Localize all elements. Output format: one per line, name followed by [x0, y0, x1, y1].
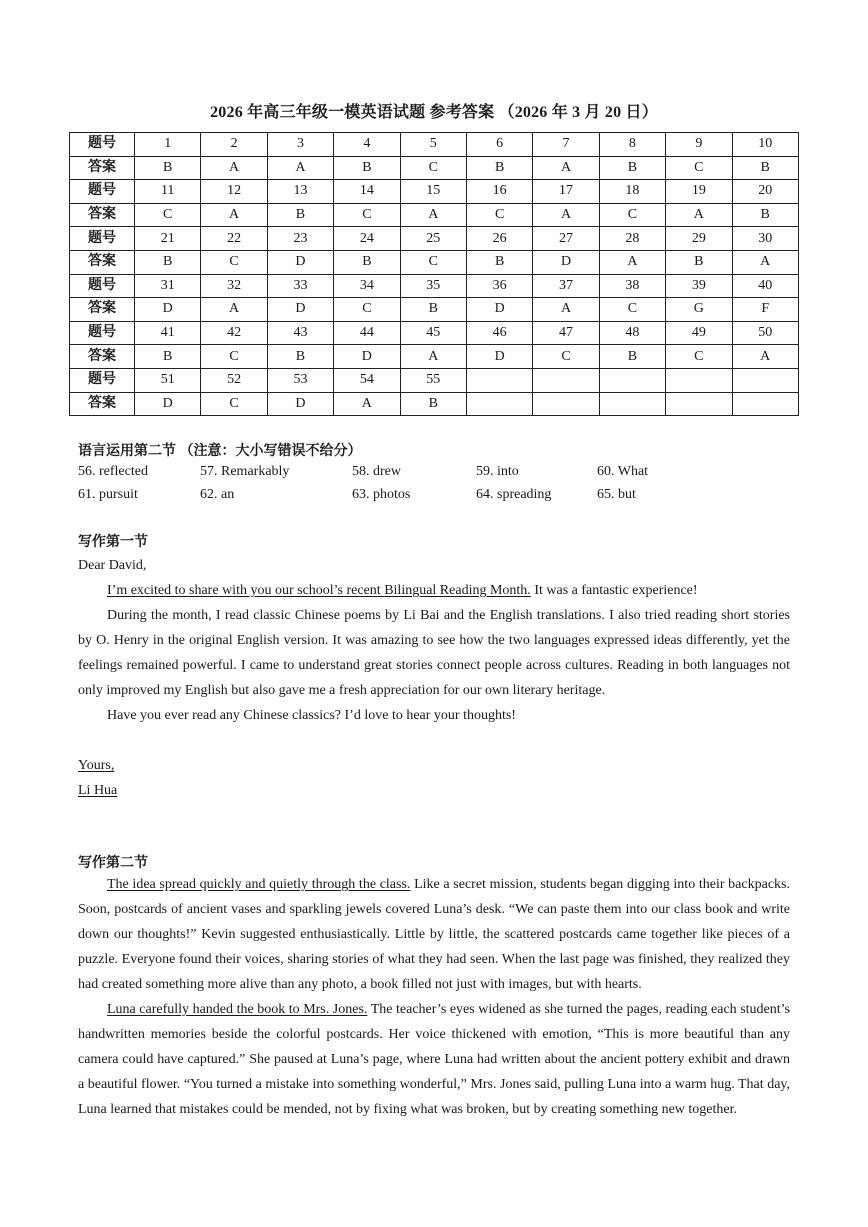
question-number-cell: 24 — [334, 227, 400, 251]
answer-cell: A — [267, 156, 333, 180]
question-number-cell: 49 — [666, 321, 732, 345]
question-header-cell: 题号 — [70, 133, 135, 157]
closing-text: Yours, — [78, 758, 115, 773]
writing1-letter — [78, 553, 790, 803]
answer-cell: D — [267, 250, 333, 274]
blank-answer: 64. spreading — [476, 487, 552, 502]
question-number-cell: 18 — [599, 180, 665, 204]
answer-cell: C — [400, 156, 466, 180]
answer-cell — [599, 392, 665, 416]
question-number-cell: 6 — [466, 133, 532, 157]
salutation: Dear David, — [78, 558, 147, 573]
page-title: 2026 年高三年级一模英语试题 参考答案 （2026 年 3 月 20 日） — [210, 104, 658, 121]
answer-row — [70, 250, 799, 274]
blank-answer: 56. reflected — [78, 464, 148, 479]
question-number-row — [70, 133, 799, 157]
answer-cell: C — [201, 250, 267, 274]
answer-cell: D — [267, 392, 333, 416]
answer-cell: A — [201, 156, 267, 180]
answer-cell: C — [466, 203, 532, 227]
question-number-cell: 47 — [533, 321, 599, 345]
question-number-cell: 39 — [666, 274, 732, 298]
story-paragraph — [78, 997, 790, 1122]
answer-cell: D — [135, 298, 201, 322]
question-number-cell: 31 — [135, 274, 201, 298]
answer-cell: B — [666, 250, 732, 274]
question-number-cell: 2 — [201, 133, 267, 157]
question-number-cell: 10 — [732, 133, 798, 157]
question-number-cell: 16 — [466, 180, 532, 204]
question-number-row — [70, 368, 799, 392]
answer-cell: C — [201, 392, 267, 416]
question-number-cell: 1 — [135, 133, 201, 157]
answer-header-cell: 答案 — [70, 250, 135, 274]
signature-text: Li Hua — [78, 783, 118, 798]
question-number-cell: 4 — [334, 133, 400, 157]
blank-answer: 61. pursuit — [78, 487, 138, 502]
answer-cell: B — [599, 345, 665, 369]
spacer — [78, 728, 790, 753]
answer-cell: A — [533, 203, 599, 227]
question-number-cell — [666, 368, 732, 392]
underlined-opening: Luna carefully handed the book to Mrs. Jones. — [107, 1002, 368, 1017]
question-number-cell: 34 — [334, 274, 400, 298]
writing2-story — [78, 872, 790, 1122]
question-number-cell: 8 — [599, 133, 665, 157]
blank-answer: 59. into — [476, 464, 519, 479]
answer-cell: C — [666, 156, 732, 180]
answer-row — [70, 156, 799, 180]
question-number-row — [70, 274, 799, 298]
question-header-cell: 题号 — [70, 274, 135, 298]
question-number-cell: 52 — [201, 368, 267, 392]
question-number-cell: 40 — [732, 274, 798, 298]
story-paragraph — [78, 872, 790, 997]
blank-answer: 60. What — [597, 464, 649, 479]
question-number-cell: 5 — [400, 133, 466, 157]
question-number-cell: 11 — [135, 180, 201, 204]
language-use-heading: 语言运用第二节 （注意：大小写错误不给分） — [78, 444, 362, 459]
question-number-cell: 26 — [466, 227, 532, 251]
letter-closing — [78, 753, 790, 778]
question-number-cell: 15 — [400, 180, 466, 204]
answer-cell: D — [466, 298, 532, 322]
question-number-cell: 22 — [201, 227, 267, 251]
answer-table — [69, 132, 799, 416]
answer-cell: B — [334, 156, 400, 180]
writing1-heading: 写作第一节 — [78, 535, 148, 550]
answer-cell: C — [201, 345, 267, 369]
question-number-cell: 53 — [267, 368, 333, 392]
answer-cell: B — [732, 156, 798, 180]
answer-row — [70, 392, 799, 416]
answer-cell: B — [135, 250, 201, 274]
answer-cell: B — [135, 156, 201, 180]
blank-answer: 63. photos — [352, 487, 411, 502]
answer-cell: A — [400, 345, 466, 369]
answer-row — [70, 345, 799, 369]
answer-cell: A — [201, 203, 267, 227]
question-number-cell: 43 — [267, 321, 333, 345]
question-number-cell: 32 — [201, 274, 267, 298]
answer-cell: A — [533, 298, 599, 322]
letter-signature — [78, 778, 790, 803]
question-number-cell: 29 — [666, 227, 732, 251]
question-number-cell — [732, 368, 798, 392]
answer-cell: C — [599, 298, 665, 322]
question-number-cell: 48 — [599, 321, 665, 345]
question-header-cell: 题号 — [70, 321, 135, 345]
answer-cell: B — [334, 250, 400, 274]
answer-cell: C — [135, 203, 201, 227]
question-number-cell: 25 — [400, 227, 466, 251]
answer-cell — [466, 392, 532, 416]
question-number-cell: 19 — [666, 180, 732, 204]
answer-header-cell: 答案 — [70, 345, 135, 369]
question-number-cell: 36 — [466, 274, 532, 298]
paragraph-text: The teacher’s eyes widened as she turned the pages, reading each student’s handwritten memories beside the colorful postcards. Her voice thickened with emotion, “This is more beautiful than any camera could have captured.” She paused at Luna’s page, where Luna had written about the ancient pottery exhibit and drawn a beautiful flower. “You turned a mistake into something wonderful,” Mrs. Jones said, pulling Luna into a warm hug. That day, Luna learned that mistakes could be mended, not by fixing what was broken, but by creating something new together. — [78, 1002, 790, 1117]
answer-cell: A — [334, 392, 400, 416]
answer-cell — [533, 392, 599, 416]
question-number-cell: 37 — [533, 274, 599, 298]
paragraph-text: Like a secret mission, students began digging into their backpacks. Soon, postcards of ancient vases and sparkling jewels covered Luna’s desk. “We can paste them into our class book and write down our thoughts!” Kevin suggested enthusiastically. Little by little, the scattered postcards came together like pieces of a puzzle. Everyone found their voices, sharing stories of what they had seen. When the last page was finished, they realized they had created something more alive than any photo, a book filled not just with images, but with hearts. — [78, 877, 790, 992]
answer-header-cell: 答案 — [70, 203, 135, 227]
answer-header-cell: 答案 — [70, 298, 135, 322]
answer-cell: A — [400, 203, 466, 227]
question-number-cell: 38 — [599, 274, 665, 298]
question-number-cell: 33 — [267, 274, 333, 298]
question-number-cell: 35 — [400, 274, 466, 298]
question-number-cell: 55 — [400, 368, 466, 392]
question-header-cell: 题号 — [70, 180, 135, 204]
question-number-cell: 12 — [201, 180, 267, 204]
question-number-cell: 27 — [533, 227, 599, 251]
question-number-cell: 28 — [599, 227, 665, 251]
answer-cell: A — [732, 345, 798, 369]
answer-cell: D — [267, 298, 333, 322]
underlined-opening: The idea spread quickly and quietly through the class. — [107, 877, 411, 892]
answer-cell: B — [599, 156, 665, 180]
question-number-cell — [466, 368, 532, 392]
answer-cell: C — [334, 203, 400, 227]
question-number-cell: 50 — [732, 321, 798, 345]
question-number-row — [70, 180, 799, 204]
answer-cell: C — [533, 345, 599, 369]
question-number-cell: 9 — [666, 133, 732, 157]
blank-answer: 65. but — [597, 487, 636, 502]
answer-cell: B — [267, 203, 333, 227]
answer-cell: B — [135, 345, 201, 369]
answer-cell: D — [533, 250, 599, 274]
question-number-cell: 13 — [267, 180, 333, 204]
answer-cell: B — [400, 392, 466, 416]
question-number-cell: 46 — [466, 321, 532, 345]
answer-cell: F — [732, 298, 798, 322]
answer-cell: D — [466, 345, 532, 369]
answer-header-cell: 答案 — [70, 156, 135, 180]
answer-cell: B — [267, 345, 333, 369]
answer-cell: A — [533, 156, 599, 180]
blank-answer: 57. Remarkably — [200, 464, 290, 479]
letter-paragraph — [78, 578, 790, 603]
question-number-cell: 41 — [135, 321, 201, 345]
writing2-heading: 写作第二节 — [78, 856, 148, 871]
answer-row — [70, 298, 799, 322]
question-number-cell: 7 — [533, 133, 599, 157]
question-number-cell: 14 — [334, 180, 400, 204]
question-number-cell: 51 — [135, 368, 201, 392]
question-number-cell: 3 — [267, 133, 333, 157]
answer-cell — [666, 392, 732, 416]
question-number-cell: 23 — [267, 227, 333, 251]
letter-paragraph: During the month, I read classic Chinese poems by Li Bai and the English translations. I also tried reading short stories by O. Henry in the original English version. It was amazing to see how the two languages expressed ideas differently, yet the feelings remained powerful. I came to understand great stories connect people across cultures. Reading in both languages not only improved my English but also gave me a fresh appreciation for our own literary heritage. — [78, 608, 790, 698]
answer-cell: C — [400, 250, 466, 274]
answer-cell: A — [732, 250, 798, 274]
answer-cell: D — [334, 345, 400, 369]
question-number-cell: 30 — [732, 227, 798, 251]
answer-cell: A — [666, 203, 732, 227]
question-number-cell: 54 — [334, 368, 400, 392]
question-number-cell: 21 — [135, 227, 201, 251]
question-number-cell: 17 — [533, 180, 599, 204]
question-number-row — [70, 321, 799, 345]
answer-cell: B — [466, 156, 532, 180]
answer-cell — [732, 392, 798, 416]
question-header-cell: 题号 — [70, 227, 135, 251]
question-number-cell: 20 — [732, 180, 798, 204]
answer-cell: C — [334, 298, 400, 322]
question-number-cell: 44 — [334, 321, 400, 345]
answer-cell: C — [666, 345, 732, 369]
answer-cell: B — [732, 203, 798, 227]
question-number-cell — [533, 368, 599, 392]
blank-answer: 62. an — [200, 487, 235, 502]
answer-cell: G — [666, 298, 732, 322]
underlined-opening: I’m excited to share with you our school’s recent Bilingual Reading Month. — [107, 583, 531, 598]
question-number-cell: 42 — [201, 321, 267, 345]
answer-cell: A — [599, 250, 665, 274]
letter-paragraph: Have you ever read any Chinese classics? I’d love to hear your thoughts! — [107, 708, 516, 723]
answer-header-cell: 答案 — [70, 392, 135, 416]
question-header-cell: 题号 — [70, 368, 135, 392]
answer-cell: B — [400, 298, 466, 322]
question-number-row — [70, 227, 799, 251]
question-number-cell: 45 — [400, 321, 466, 345]
answer-cell: B — [466, 250, 532, 274]
answer-cell: D — [135, 392, 201, 416]
paragraph-text: It was a fantastic experience! — [530, 583, 698, 598]
answer-cell: A — [201, 298, 267, 322]
answer-row — [70, 203, 799, 227]
answer-cell: C — [599, 203, 665, 227]
blank-answer: 58. drew — [352, 464, 401, 479]
question-number-cell — [599, 368, 665, 392]
